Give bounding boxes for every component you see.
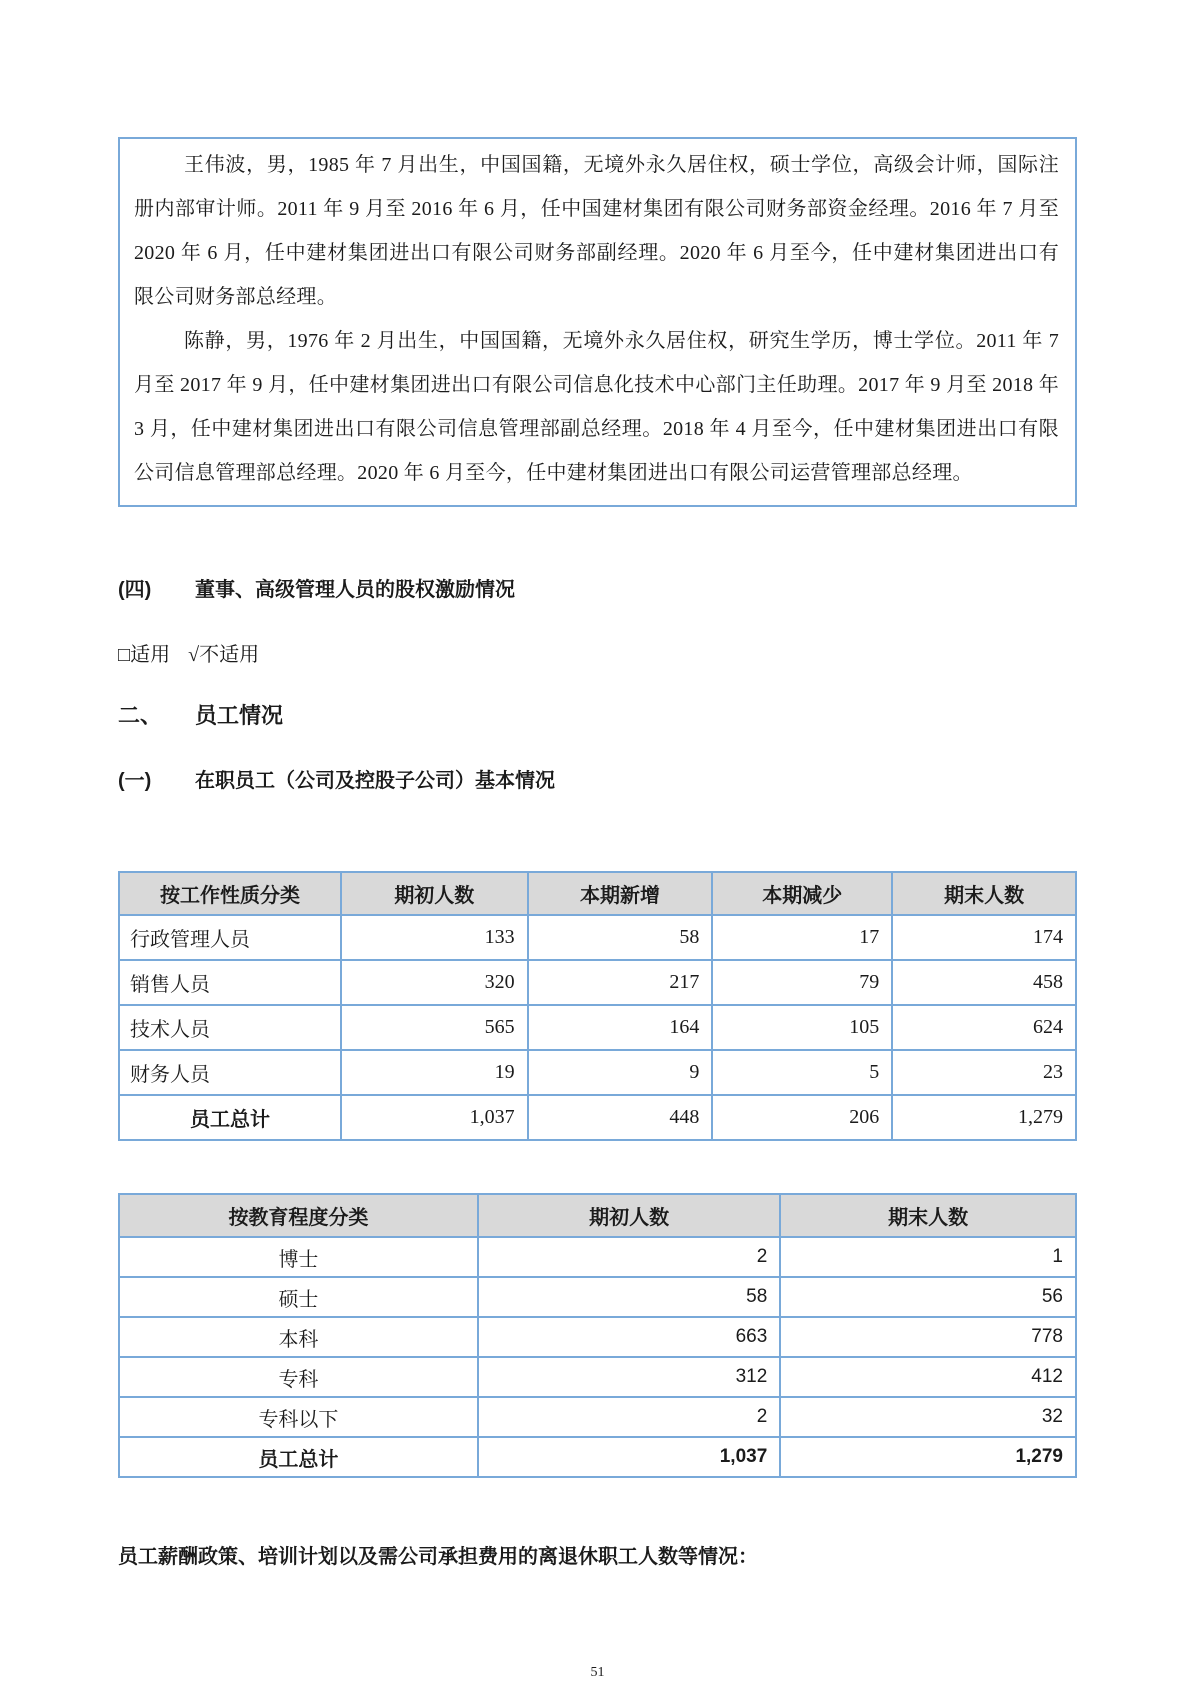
cell-value: 217 — [528, 960, 713, 1005]
row-label: 财务人员 — [119, 1050, 341, 1095]
cell-value: 1,037 — [341, 1095, 528, 1140]
row-label: 技术人员 — [119, 1005, 341, 1050]
table-row — [119, 1277, 1076, 1317]
total-label: 员工总计 — [119, 1095, 341, 1140]
cell-value: 174 — [892, 915, 1076, 960]
cell-value: 105 — [712, 1005, 892, 1050]
salary-policy-note: 员工薪酬政策、培训计划以及需公司承担费用的离退休职工人数等情况： — [118, 1546, 758, 1568]
header-cell: 本期新增 — [528, 872, 713, 915]
row-label: 行政管理人员 — [119, 915, 341, 960]
row-label: 专科以下 — [119, 1397, 478, 1437]
cell-value: 58 — [528, 915, 713, 960]
cell-value: 663 — [478, 1317, 780, 1357]
row-label: 博士 — [119, 1237, 478, 1277]
cell-value: 1,279 — [780, 1437, 1076, 1477]
row-label: 本科 — [119, 1317, 478, 1357]
table-row — [119, 1357, 1076, 1397]
cell-value: 778 — [780, 1317, 1076, 1357]
section-title: 董事、高级管理人员的股权激励情况 — [195, 579, 515, 601]
table-header-row — [119, 1194, 1076, 1237]
cell-value: 133 — [341, 915, 528, 960]
table-row — [119, 1237, 1076, 1277]
employees-by-education-table — [118, 1193, 1077, 1478]
cell-value: 56 — [780, 1277, 1076, 1317]
cell-value: 458 — [892, 960, 1076, 1005]
table-total-row — [119, 1437, 1076, 1477]
cell-value: 164 — [528, 1005, 713, 1050]
section-index: (一) — [118, 770, 152, 792]
section-index: (四) — [118, 579, 152, 601]
applicable-checkbox-label: □适用 — [118, 644, 171, 666]
header-cell: 期初人数 — [341, 872, 528, 915]
not-applicable-checkbox-label: √不适用 — [188, 644, 260, 666]
table-row — [119, 960, 1076, 1005]
employees-by-job-table — [118, 871, 1077, 1141]
table-row — [119, 1005, 1076, 1050]
cell-value: 23 — [892, 1050, 1076, 1095]
cell-value: 320 — [341, 960, 528, 1005]
cell-value: 1 — [780, 1237, 1076, 1277]
table-row — [119, 1397, 1076, 1437]
cell-value: 312 — [478, 1357, 780, 1397]
section-title: 员工情况 — [195, 703, 284, 728]
header-cell: 期末人数 — [780, 1194, 1076, 1237]
section-title: 在职员工（公司及控股子公司）基本情况 — [195, 770, 555, 792]
header-cell: 按工作性质分类 — [119, 872, 341, 915]
cell-value: 206 — [712, 1095, 892, 1140]
cell-value: 9 — [528, 1050, 713, 1095]
bio-paragraph-wang: 王伟波，男，1985 年 7 月出生，中国国籍，无境外永久居住权，硕士学位，高级会计师，国际注册内部审计师。2011 年 9 月至 2016 年 6 月，任中国建材集团有限公司财务部资金经理。2016 年 7 月至 2020 年 6 月，任中建材集团进出口有限公司财务部副经理。2020 年 6 月至今，任中建材集团进出口有限公司财务部总经理。 — [134, 154, 1059, 308]
row-label: 专科 — [119, 1357, 478, 1397]
section-heading-equity-incentive — [118, 573, 1077, 602]
cell-value: 17 — [712, 915, 892, 960]
cell-value: 5 — [712, 1050, 892, 1095]
bio-box — [118, 137, 1077, 507]
subsection-heading-active-employees — [118, 764, 1077, 793]
cell-value: 624 — [892, 1005, 1076, 1050]
header-cell: 期末人数 — [892, 872, 1076, 915]
page-number: 51 — [590, 1665, 605, 1680]
cell-value: 1,279 — [892, 1095, 1076, 1140]
cell-value: 565 — [341, 1005, 528, 1050]
table-row — [119, 1050, 1076, 1095]
bio-paragraph-chen: 陈静，男，1976 年 2 月出生，中国国籍，无境外永久居住权，研究生学历，博士学位。2011 年 7 月至 2017 年 9 月，任中建材集团进出口有限公司信息化技术中心部门主任助理。2017 年 9 月至 2018 年 3 月，任中建材集团进出口有限公司信息管理部副总经理。2018 年 4 月至今，任中建材集团进出口有限公司信息管理部总经理。2020 年 6 月至今，任中建材集团进出口有限公司运营管理部总经理。 — [134, 330, 1059, 484]
cell-value: 79 — [712, 960, 892, 1005]
cell-value: 412 — [780, 1357, 1076, 1397]
table-total-row — [119, 1095, 1076, 1140]
total-label: 员工总计 — [119, 1437, 478, 1477]
applicability-line — [118, 638, 1077, 667]
cell-value: 448 — [528, 1095, 713, 1140]
header-cell: 按教育程度分类 — [119, 1194, 478, 1237]
cell-value: 32 — [780, 1397, 1076, 1437]
header-cell: 本期减少 — [712, 872, 892, 915]
table-row — [119, 915, 1076, 960]
header-cell: 期初人数 — [478, 1194, 780, 1237]
row-label: 硕士 — [119, 1277, 478, 1317]
section-index: 二、 — [118, 703, 163, 728]
cell-value: 19 — [341, 1050, 528, 1095]
table-header-row — [119, 872, 1076, 915]
cell-value: 2 — [478, 1397, 780, 1437]
cell-value: 2 — [478, 1237, 780, 1277]
cell-value: 1,037 — [478, 1437, 780, 1477]
table-row — [119, 1317, 1076, 1357]
row-label: 销售人员 — [119, 960, 341, 1005]
section-heading-employees — [118, 699, 1077, 730]
cell-value: 58 — [478, 1277, 780, 1317]
